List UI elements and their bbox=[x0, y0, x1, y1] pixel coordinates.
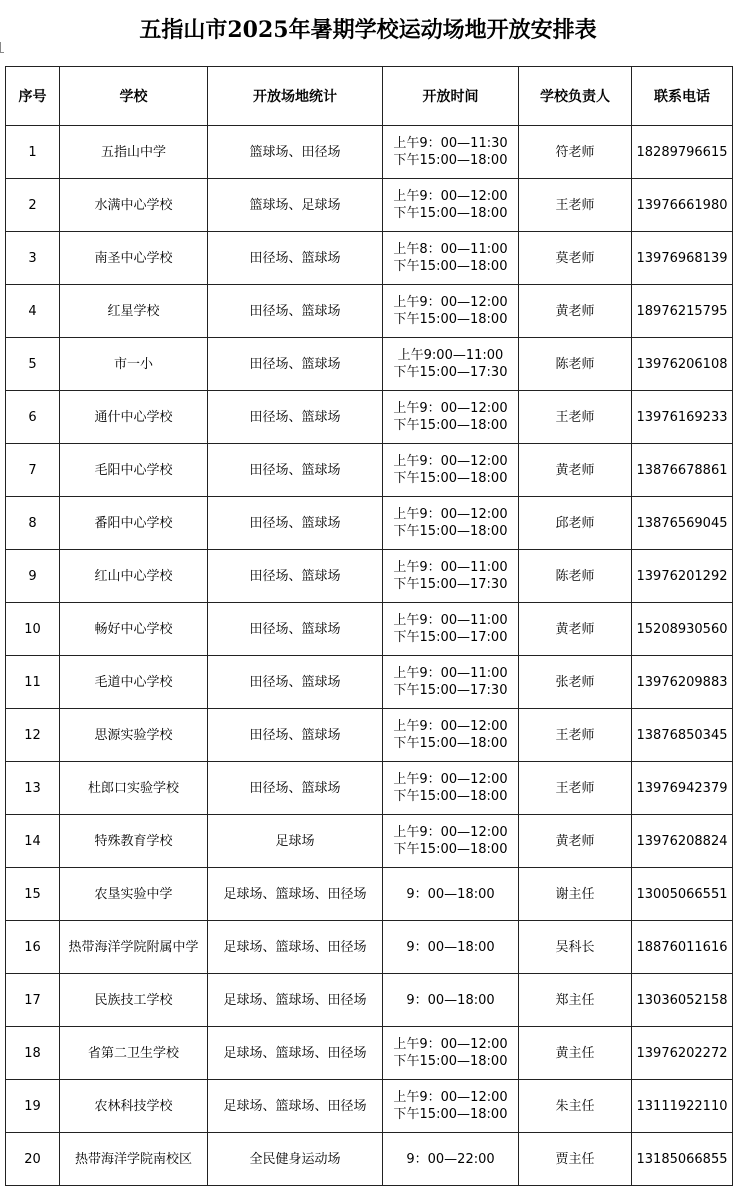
time-line-2: 下午15:00—18:00 bbox=[393, 789, 508, 804]
row-school: 热带海洋学院附属中学 bbox=[60, 921, 208, 974]
time-line-2: 下午15:00—18:00 bbox=[393, 418, 508, 433]
row-seq: 10 bbox=[6, 603, 60, 656]
row-time bbox=[383, 1027, 519, 1080]
row-contact: 黄老师 bbox=[519, 603, 632, 656]
row-time bbox=[383, 603, 519, 656]
time-line-2: 下午15:00—18:00 bbox=[393, 524, 508, 539]
table-row bbox=[6, 921, 733, 974]
schedule-table bbox=[5, 66, 733, 1186]
row-contact: 谢主任 bbox=[519, 868, 632, 921]
row-phone: 15208930560 bbox=[632, 603, 733, 656]
row-school: 五指山中学 bbox=[60, 126, 208, 179]
row-seq: 18 bbox=[6, 1027, 60, 1080]
time-line-1: 上午9：00—12:00 bbox=[393, 719, 508, 734]
table-row bbox=[6, 1133, 733, 1186]
row-venue: 足球场、篮球场、田径场 bbox=[208, 868, 383, 921]
row-phone: 13976208824 bbox=[632, 815, 733, 868]
header-time: 开放时间 bbox=[383, 67, 519, 126]
row-seq: 1 bbox=[6, 126, 60, 179]
row-phone: 13876569045 bbox=[632, 497, 733, 550]
row-school: 农林科技学校 bbox=[60, 1080, 208, 1133]
table-row bbox=[6, 815, 733, 868]
row-contact: 邱老师 bbox=[519, 497, 632, 550]
row-venue: 田径场、篮球场 bbox=[208, 444, 383, 497]
row-venue: 田径场、篮球场 bbox=[208, 391, 383, 444]
table-row bbox=[6, 656, 733, 709]
time-line-1: 上午9：00—12:00 bbox=[393, 295, 508, 310]
row-venue: 全民健身运动场 bbox=[208, 1133, 383, 1186]
row-school: 热带海洋学院南校区 bbox=[60, 1133, 208, 1186]
header-phone: 联系电话 bbox=[632, 67, 733, 126]
row-phone: 13111922110 bbox=[632, 1080, 733, 1133]
row-time bbox=[383, 656, 519, 709]
time-line-2: 下午15:00—17:30 bbox=[393, 683, 508, 698]
time-line-1: 上午9：00—12:00 bbox=[393, 1090, 508, 1105]
margin-mark bbox=[0, 42, 4, 53]
row-school: 杜郎口实验学校 bbox=[60, 762, 208, 815]
row-venue: 足球场 bbox=[208, 815, 383, 868]
row-time bbox=[383, 126, 519, 179]
row-time bbox=[383, 179, 519, 232]
row-time bbox=[383, 550, 519, 603]
row-phone: 13976209883 bbox=[632, 656, 733, 709]
row-time bbox=[383, 285, 519, 338]
table-header-row bbox=[6, 67, 733, 126]
row-school: 毛道中心学校 bbox=[60, 656, 208, 709]
row-seq: 17 bbox=[6, 974, 60, 1027]
row-venue: 足球场、篮球场、田径场 bbox=[208, 921, 383, 974]
row-school: 红山中心学校 bbox=[60, 550, 208, 603]
time-line-1: 上午9：00—11:00 bbox=[393, 613, 508, 628]
row-contact: 黄老师 bbox=[519, 285, 632, 338]
table-row bbox=[6, 391, 733, 444]
time-line-1: 上午9：00—12:00 bbox=[393, 1037, 508, 1052]
row-venue: 田径场、篮球场 bbox=[208, 709, 383, 762]
row-venue: 足球场、篮球场、田径场 bbox=[208, 1080, 383, 1133]
row-phone: 13976169233 bbox=[632, 391, 733, 444]
row-time bbox=[383, 974, 519, 1027]
row-seq: 6 bbox=[6, 391, 60, 444]
row-contact: 贾主任 bbox=[519, 1133, 632, 1186]
row-phone: 13976202272 bbox=[632, 1027, 733, 1080]
row-contact: 吴科长 bbox=[519, 921, 632, 974]
row-contact: 郑主任 bbox=[519, 974, 632, 1027]
time-line-1: 上午9：00—12:00 bbox=[393, 507, 508, 522]
table-row bbox=[6, 1027, 733, 1080]
header-venue: 开放场地统计 bbox=[208, 67, 383, 126]
row-venue: 田径场、篮球场 bbox=[208, 762, 383, 815]
row-seq: 7 bbox=[6, 444, 60, 497]
row-contact: 王老师 bbox=[519, 179, 632, 232]
row-time bbox=[383, 444, 519, 497]
row-phone: 13185066855 bbox=[632, 1133, 733, 1186]
row-venue: 田径场、篮球场 bbox=[208, 338, 383, 391]
row-contact: 王老师 bbox=[519, 762, 632, 815]
row-school: 通什中心学校 bbox=[60, 391, 208, 444]
row-phone: 13876678861 bbox=[632, 444, 733, 497]
time-line-1: 上午9：00—12:00 bbox=[393, 825, 508, 840]
row-venue: 篮球场、田径场 bbox=[208, 126, 383, 179]
time-line-1: 9：00—22:00 bbox=[406, 1151, 495, 1167]
row-venue: 田径场、篮球场 bbox=[208, 550, 383, 603]
time-line-2: 下午15:00—18:00 bbox=[393, 153, 508, 168]
time-line-1: 9：00—18:00 bbox=[406, 939, 495, 955]
row-time bbox=[383, 868, 519, 921]
table-row bbox=[6, 126, 733, 179]
row-school: 民族技工学校 bbox=[60, 974, 208, 1027]
time-line-1: 上午9:00—11:00 bbox=[397, 348, 504, 363]
time-line-2: 下午15:00—18:00 bbox=[393, 1054, 508, 1069]
row-seq: 4 bbox=[6, 285, 60, 338]
time-line-2: 下午15:00—18:00 bbox=[393, 1107, 508, 1122]
table-row bbox=[6, 550, 733, 603]
row-venue: 田径场、篮球场 bbox=[208, 232, 383, 285]
row-venue: 足球场、篮球场、田径场 bbox=[208, 974, 383, 1027]
time-line-1: 9：00—18:00 bbox=[406, 992, 495, 1008]
time-line-2: 下午15:00—17:00 bbox=[393, 630, 508, 645]
time-line-2: 下午15:00—18:00 bbox=[393, 842, 508, 857]
row-seq: 5 bbox=[6, 338, 60, 391]
row-contact: 王老师 bbox=[519, 709, 632, 762]
table-row bbox=[6, 497, 733, 550]
row-contact: 朱主任 bbox=[519, 1080, 632, 1133]
row-seq: 2 bbox=[6, 179, 60, 232]
time-line-1: 上午9：00—11:00 bbox=[393, 666, 508, 681]
row-contact: 黄主任 bbox=[519, 1027, 632, 1080]
row-seq: 12 bbox=[6, 709, 60, 762]
time-line-1: 上午9：00—12:00 bbox=[393, 772, 508, 787]
row-venue: 篮球场、足球场 bbox=[208, 179, 383, 232]
time-line-2: 下午15:00—18:00 bbox=[393, 206, 508, 221]
row-venue: 田径场、篮球场 bbox=[208, 656, 383, 709]
row-venue: 田径场、篮球场 bbox=[208, 497, 383, 550]
header-seq: 序号 bbox=[6, 67, 60, 126]
row-venue: 足球场、篮球场、田径场 bbox=[208, 1027, 383, 1080]
time-line-1: 上午8：00—11:00 bbox=[393, 242, 508, 257]
row-time bbox=[383, 338, 519, 391]
table-row bbox=[6, 444, 733, 497]
row-contact: 陈老师 bbox=[519, 338, 632, 391]
row-phone: 13976661980 bbox=[632, 179, 733, 232]
row-phone: 13976942379 bbox=[632, 762, 733, 815]
row-seq: 13 bbox=[6, 762, 60, 815]
row-phone: 18876011616 bbox=[632, 921, 733, 974]
row-phone: 18289796615 bbox=[632, 126, 733, 179]
table-row bbox=[6, 868, 733, 921]
row-seq: 3 bbox=[6, 232, 60, 285]
row-time bbox=[383, 709, 519, 762]
time-line-2: 下午15:00—17:30 bbox=[393, 365, 508, 380]
row-seq: 16 bbox=[6, 921, 60, 974]
row-seq: 15 bbox=[6, 868, 60, 921]
time-line-1: 上午9：00—11:30 bbox=[393, 136, 508, 151]
row-contact: 符老师 bbox=[519, 126, 632, 179]
row-venue: 田径场、篮球场 bbox=[208, 603, 383, 656]
row-time bbox=[383, 497, 519, 550]
row-time bbox=[383, 232, 519, 285]
row-school: 特殊教育学校 bbox=[60, 815, 208, 868]
time-line-2: 下午15:00—18:00 bbox=[393, 471, 508, 486]
row-school: 市一小 bbox=[60, 338, 208, 391]
row-school: 毛阳中心学校 bbox=[60, 444, 208, 497]
row-phone: 13976206108 bbox=[632, 338, 733, 391]
row-time bbox=[383, 815, 519, 868]
row-phone: 13876850345 bbox=[632, 709, 733, 762]
row-school: 南圣中心学校 bbox=[60, 232, 208, 285]
time-line-2: 下午15:00—17:30 bbox=[393, 577, 508, 592]
row-contact: 王老师 bbox=[519, 391, 632, 444]
table-row bbox=[6, 232, 733, 285]
time-line-1: 9：00—18:00 bbox=[406, 886, 495, 902]
header-contact: 学校负责人 bbox=[519, 67, 632, 126]
time-line-1: 上午9：00—11:00 bbox=[393, 560, 508, 575]
table-row bbox=[6, 709, 733, 762]
row-time bbox=[383, 1133, 519, 1186]
row-venue: 田径场、篮球场 bbox=[208, 285, 383, 338]
table-row bbox=[6, 285, 733, 338]
row-contact: 陈老师 bbox=[519, 550, 632, 603]
row-time bbox=[383, 921, 519, 974]
row-phone: 13005066551 bbox=[632, 868, 733, 921]
time-line-2: 下午15:00—18:00 bbox=[393, 259, 508, 274]
table-row bbox=[6, 1080, 733, 1133]
row-seq: 8 bbox=[6, 497, 60, 550]
table-row bbox=[6, 338, 733, 391]
row-seq: 11 bbox=[6, 656, 60, 709]
row-phone: 18976215795 bbox=[632, 285, 733, 338]
time-line-1: 上午9：00—12:00 bbox=[393, 189, 508, 204]
row-school: 省第二卫生学校 bbox=[60, 1027, 208, 1080]
table-row bbox=[6, 179, 733, 232]
row-seq: 20 bbox=[6, 1133, 60, 1186]
time-line-2: 下午15:00—18:00 bbox=[393, 736, 508, 751]
time-line-2: 下午15:00—18:00 bbox=[393, 312, 508, 327]
row-school: 水满中心学校 bbox=[60, 179, 208, 232]
row-phone: 13036052158 bbox=[632, 974, 733, 1027]
row-contact: 张老师 bbox=[519, 656, 632, 709]
row-contact: 黄老师 bbox=[519, 815, 632, 868]
row-phone: 13976968139 bbox=[632, 232, 733, 285]
table-row bbox=[6, 762, 733, 815]
row-seq: 9 bbox=[6, 550, 60, 603]
table-row bbox=[6, 974, 733, 1027]
row-time bbox=[383, 391, 519, 444]
row-time bbox=[383, 1080, 519, 1133]
row-seq: 14 bbox=[6, 815, 60, 868]
row-time bbox=[383, 762, 519, 815]
row-school: 红星学校 bbox=[60, 285, 208, 338]
row-contact: 莫老师 bbox=[519, 232, 632, 285]
time-line-1: 上午9：00—12:00 bbox=[393, 454, 508, 469]
row-seq: 19 bbox=[6, 1080, 60, 1133]
time-line-1: 上午9：00—12:00 bbox=[393, 401, 508, 416]
row-school: 思源实验学校 bbox=[60, 709, 208, 762]
row-school: 农垦实验中学 bbox=[60, 868, 208, 921]
row-school: 番阳中心学校 bbox=[60, 497, 208, 550]
table-row bbox=[6, 603, 733, 656]
row-phone: 13976201292 bbox=[632, 550, 733, 603]
row-contact: 黄老师 bbox=[519, 444, 632, 497]
row-school: 畅好中心学校 bbox=[60, 603, 208, 656]
header-school: 学校 bbox=[60, 67, 208, 126]
page-title: 五指山市2025年暑期学校运动场地开放安排表 bbox=[139, 17, 597, 43]
